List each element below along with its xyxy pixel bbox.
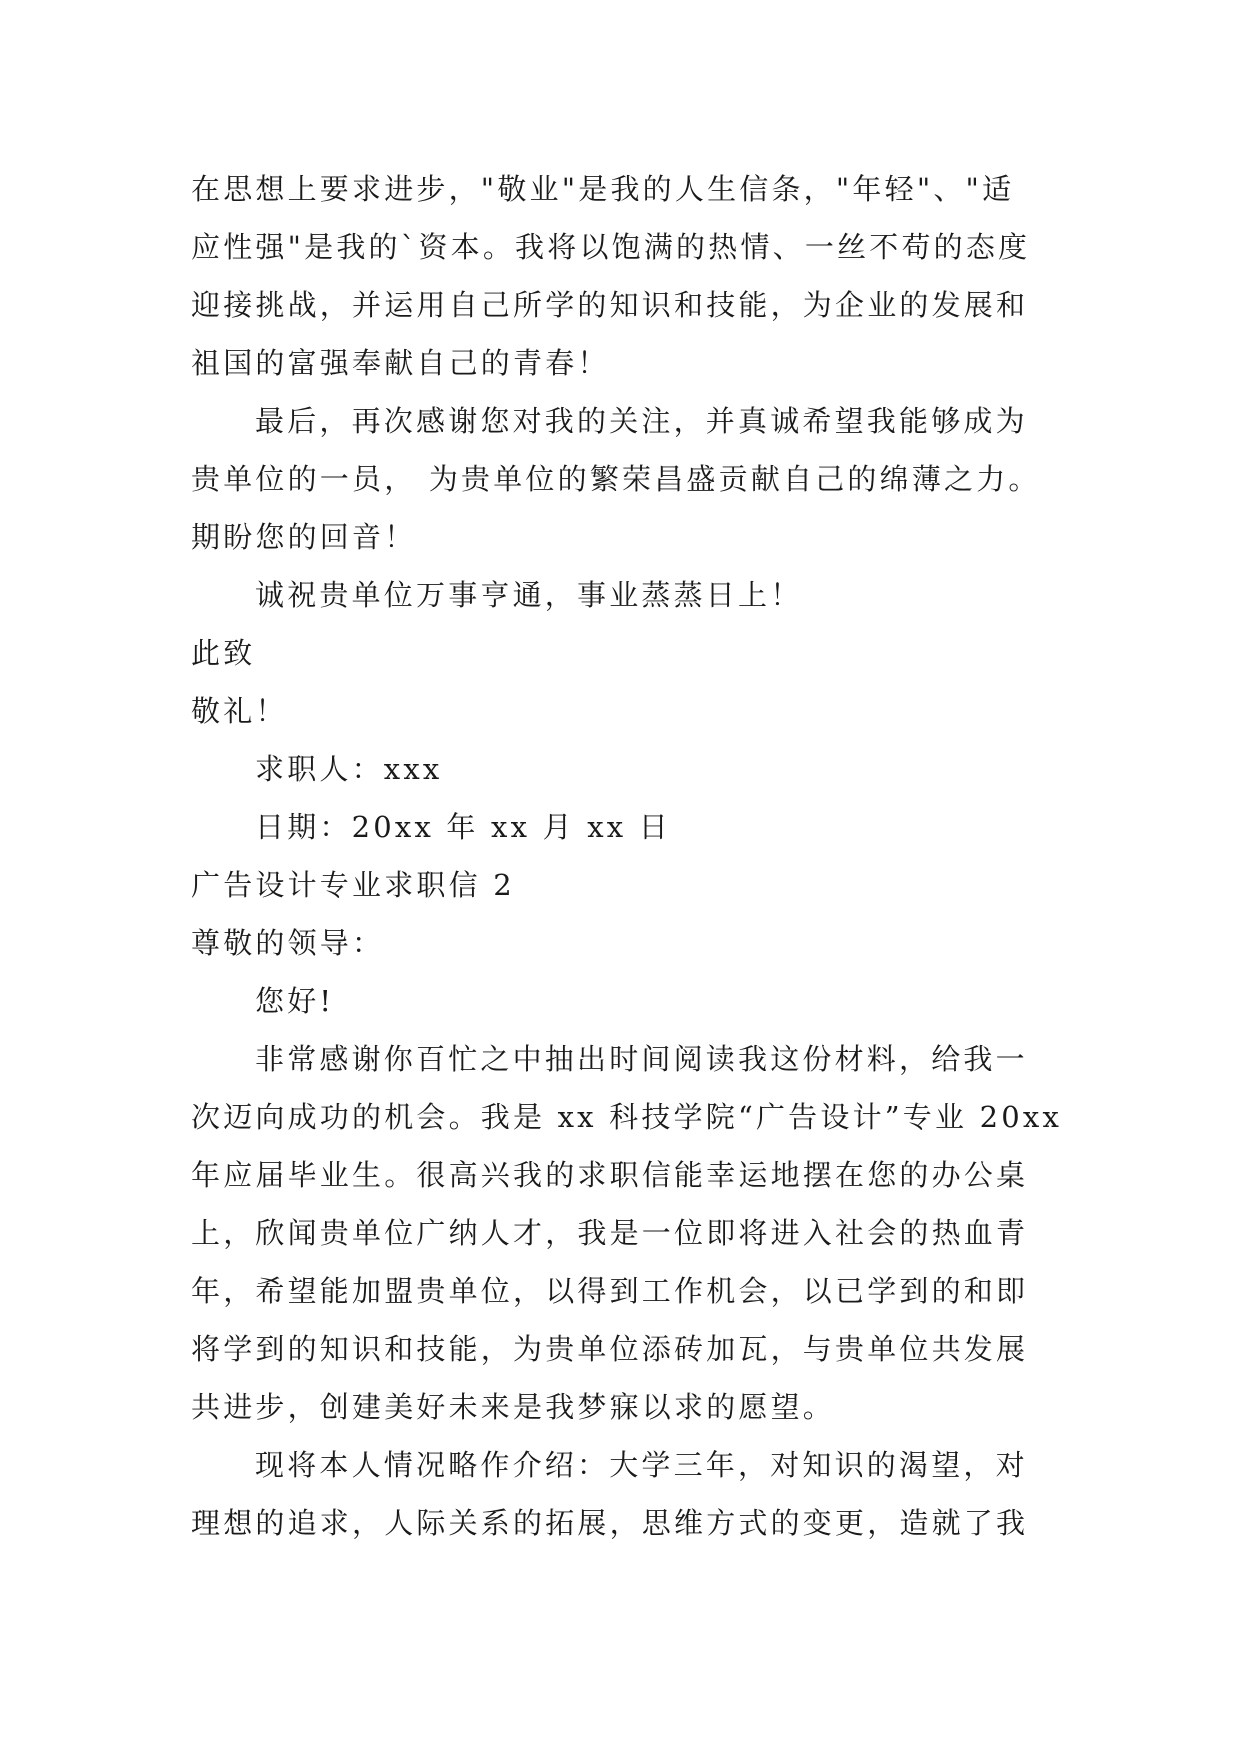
body-line: 期盼您的回音！ <box>191 520 417 554</box>
body-line: 祖国的富强奉献自己的青春！ <box>191 346 610 380</box>
paragraph-first-line: 最后，再次感谢您对我的关注，并真诚希望我能够成为 <box>255 404 1028 438</box>
body-line: 次迈向成功的机会。我是 xx 科技学院“广告设计”专业 20xx <box>191 1100 1063 1134</box>
body-line: 在思想上要求进步，"敬业"是我的人生信条，"年轻"、"适 <box>191 172 1015 206</box>
greeting-recipient: 尊敬的领导： <box>191 926 385 960</box>
body-line: 贵单位的一员， 为贵单位的繁荣昌盛贡献自己的绵薄之力。 <box>191 462 1041 496</box>
paragraph-first-line: 非常感谢你百忙之中抽出时间阅读我这份材料，给我一 <box>255 1042 1028 1076</box>
greeting: 您好! <box>255 984 335 1018</box>
body-line: 年，希望能加盟贵单位，以得到工作机会，以已学到的和即 <box>191 1274 1029 1308</box>
paragraph-first-line: 现将本人情况略作介绍：大学三年，对知识的渴望，对 <box>255 1448 1028 1482</box>
body-line: 将学到的知识和技能，为贵单位添砖加瓦，与贵单位共发展 <box>191 1332 1029 1366</box>
paragraph-first-line: 诚祝贵单位万事亨通，事业蒸蒸日上！ <box>255 578 803 612</box>
body-line: 上，欣闻贵单位广纳人才，我是一位即将进入社会的热血青 <box>191 1216 1029 1250</box>
body-line: 年应届毕业生。很高兴我的求职信能幸运地摆在您的办公桌 <box>191 1158 1029 1192</box>
closing-phrase: 此致 <box>191 636 256 670</box>
letter-date: 日期：20xx 年 xx 月 xx 日 <box>255 810 671 844</box>
body-line: 共进步，创建美好未来是我梦寐以求的愿望。 <box>191 1390 836 1424</box>
applicant-name: 求职人：xxx <box>255 752 443 786</box>
salutation-closing: 敬礼！ <box>191 694 288 728</box>
body-line: 应性强"是我的`资本。我将以饱满的热情、一丝不苟的态度 <box>191 230 1031 264</box>
body-line: 理想的追求，人际关系的拓展，思维方式的变更，造就了我 <box>191 1506 1029 1540</box>
body-line: 迎接挑战，并运用自己所学的知识和技能，为企业的发展和 <box>191 288 1029 322</box>
section-heading: 广告设计专业求职信 2 <box>191 868 515 902</box>
